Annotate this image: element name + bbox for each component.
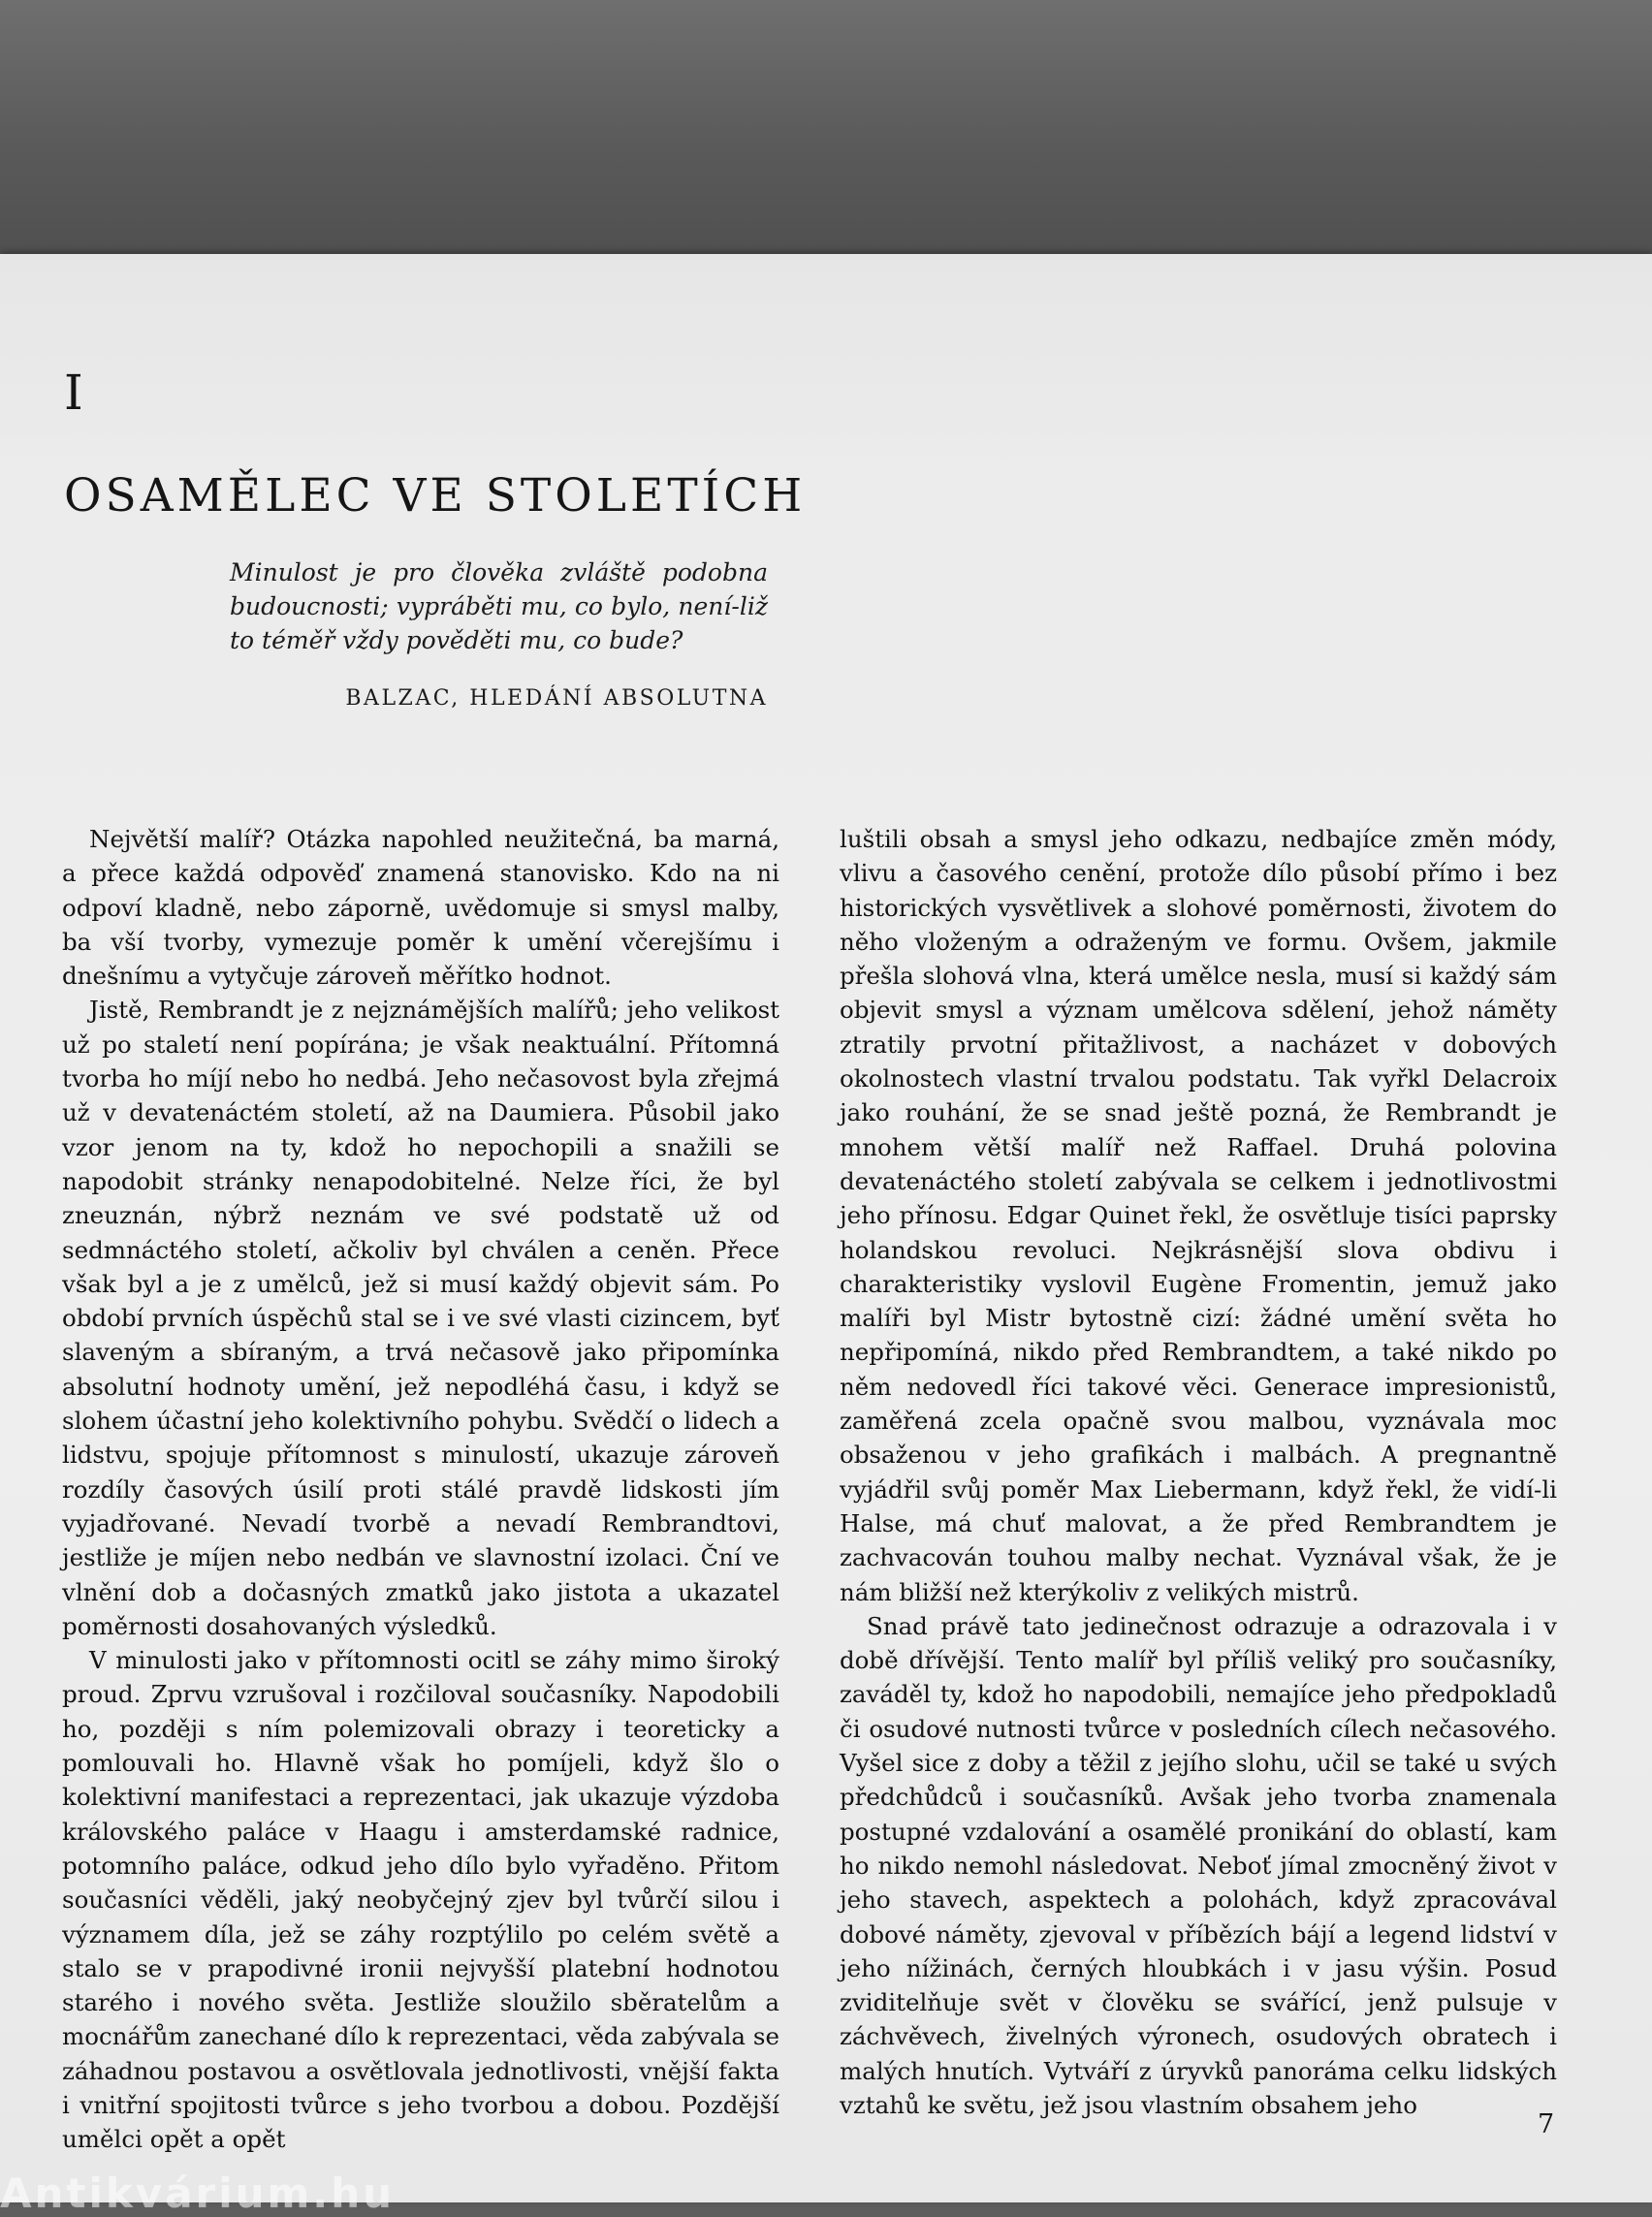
paragraph: Snad právě tato jedinečnost odrazuje a odrazovala i v době dřívější. Tento malíř byl příliš veliký pro současníky, zaváděl ty, kdož ho napodobili, nemajíce jeho předpokladů či osudové nutnosti tvůrce v posledních cílech nečasového. Vyšel sice z doby a těžil z jejího slohu, učil se také u svých předchůdců i současníků. Avšak jeho tvorba znamenala postupné vzdalování a osamělé pronikání do oblastí, kam ho nikdo nemohl následovat. Neboť jímal zmocněný život v jeho stavech, aspektech a polohách, když zpracovával dobové náměty, zjevoval v příbězích bájí a legend lidství v jeho nížinách, černých hloubkách i v jasu výšin. Posud zviditelňuje svět v člověku se svářící, jenž pulsuje v záchvěvech, živelných výronech, osudových obratech i malých hnutích. Vytváří z úryvků panoráma celku lidských vztahů ke světu, jež jsou vlastním obsahem jeho <box>840 1611 1557 2119</box>
paragraph: Největší malíř? Otázka napohled neužitečná, ba marná, a přece každá odpověď znamená stanovisko. Kdo na ni odpoví kladně, nebo záporně, uvědomuje si smysl malby, ba vší tvorby, vymezuje poměr k umění včerejšímu i dnešnímu a vytyčuje zároveň měřítko hodnot. <box>62 825 779 991</box>
right-text-column <box>840 822 1557 2122</box>
watermark: Antikvárium.hu <box>0 2169 396 2217</box>
chapter-number: I <box>64 364 83 421</box>
left-text-column <box>62 822 779 2157</box>
epigraph-source: BALZAC, HLEDÁNÍ ABSOLUTNA <box>345 686 768 711</box>
paragraph: V minulosti jako v přítomnosti ocitl se záhy mimo široký proud. Zprvu vzrušoval i rozčiloval současníky. Napodobili ho, později s ním polemizovali obrazy i teoreticky a pomlouvali ho. Hlavně však ho pomíjeli, když šlo o kolektivní manifestaci a reprezentaci, jak ukazuje výzdoba královského paláce v Haagu i amsterdamské radnice, potomního paláce, odkud jeho dílo bylo vyřaděno. Přitom současníci věděli, jaký neobyčejný zjev byl tvůrčí silou i významem díla, jež se záhy rozptýlilo po celém světě a stalo se v prapodivné ironii nejvyšší platební hodnotou starého i nového světa. Jestliže sloužilo sběratelům a mocnářům zanechané dílo k reprezentaci, věda zabývala se záhadnou postavou a osvětlovala jednotlivosti, vnější fakta i vnitřní spojitosti tvůrce s jeho tvorbou a dobou. Pozdější umělci opět a opět <box>62 1646 779 2154</box>
paragraph: Jistě, Rembrandt je z nejznámějších malířů; jeho velikost už po staletí není popírána; je však neaktuální. Přítomná tvorba ho míjí nebo ho nedbá. Jeho nečasovost byla zřejmá už v devatenáctém století, až na Daumiera. Působil jako vzor jenom na ty, kdož ho nepochopili a snažili se napodobit stránky nenapodobitelné. Nelze říci, že byl zneuznán, nýbrž neznám ve své podstatě už od sedmnáctého století, ačkoliv byl chválen a ceněn. Přece však byl a je z umělců, jež si musí každý objevit sám. Po období prvních úspěchů stal se i ve své vlasti cizincem, byť slaveným a sbíraným, a trvá nečasově jako připomínka absolutní hodnoty umění, jež nepodléhá času, i když se slohem účastní jeho kolektivního pohybu. Svědčí o lidech a lidstvu, spojuje přítomnost s minulostí, ukazuje zároveň rozdíly časových úsilí proti stálé pravdě lidskosti jím vyjadřované. Nevadí tvorbě a nevadí Rembrandtovi, jestliže je míjen nebo nedbán ve slavnostní izolaci. Ční ve vlnění dob a dočasných zmatků jako jistota a ukazatel poměrnosti dosahovaných výsledků. <box>62 996 779 1640</box>
page-number: 7 <box>1538 2109 1555 2139</box>
paragraph: luštili obsah a smysl jeho odkazu, nedbajíce změn módy, vlivu a časového cenění, protože dílo působí přímo i bez historických vysvětlivek a slohové poměrnosti, životem do něho vloženým a odraženým ve formu. Ovšem, jakmile přešla slohová vlna, která umělce nesla, musí si každý sám objevit smysl a význam umělcova sdělení, jehož náměty ztratily prvotní přitažlivost, a nacházet v dobových okolnostech vlastní trvalou podstatu. Tak vyřkl Delacroix jako rouhání, že se snad ještě pozná, že Rembrandt je mnohem větší malíř než Raffael. Druhá polovina devatenáctého století zabývala se celkem i jednotlivostmi jeho přínosu. Edgar Quinet řekl, že osvětluje tisíci paprsky holandskou revoluci. Nejkrásnější slova obdivu i charakteristiky vyslovil Eugène Fromentin, jemuž jako malíři byl Mistr bytostně cizí: žádné umění světa ho nepřipomíná, nikdo před Rembrandtem, a také nikdo po něm nedovedl říci takové věci. Generace impresionistů, zaměřená zcela opačně svou malbou, vyznávala moc obsaženou v jeho grafikách i malbách. A pregnantně vyjádřil svůj poměr Max Liebermann, když řekl, že vidí-li Halse, má chuť malovat, a že před Rembrandtem je zachvacován touhou malby nechat. Vyznával však, že je nám bližší než kterýkoliv z velikých mistrů. <box>840 825 1557 1606</box>
background-surface <box>0 0 1652 267</box>
chapter-title: OSAMĚLEC VE STOLETÍCH <box>64 469 807 523</box>
epigraph-text: Minulost je pro člověka zvláště podobna budoucnosti; vypráběti mu, co bylo, není-liž to téměř vždy pověděti mu, co bude? <box>230 558 768 654</box>
